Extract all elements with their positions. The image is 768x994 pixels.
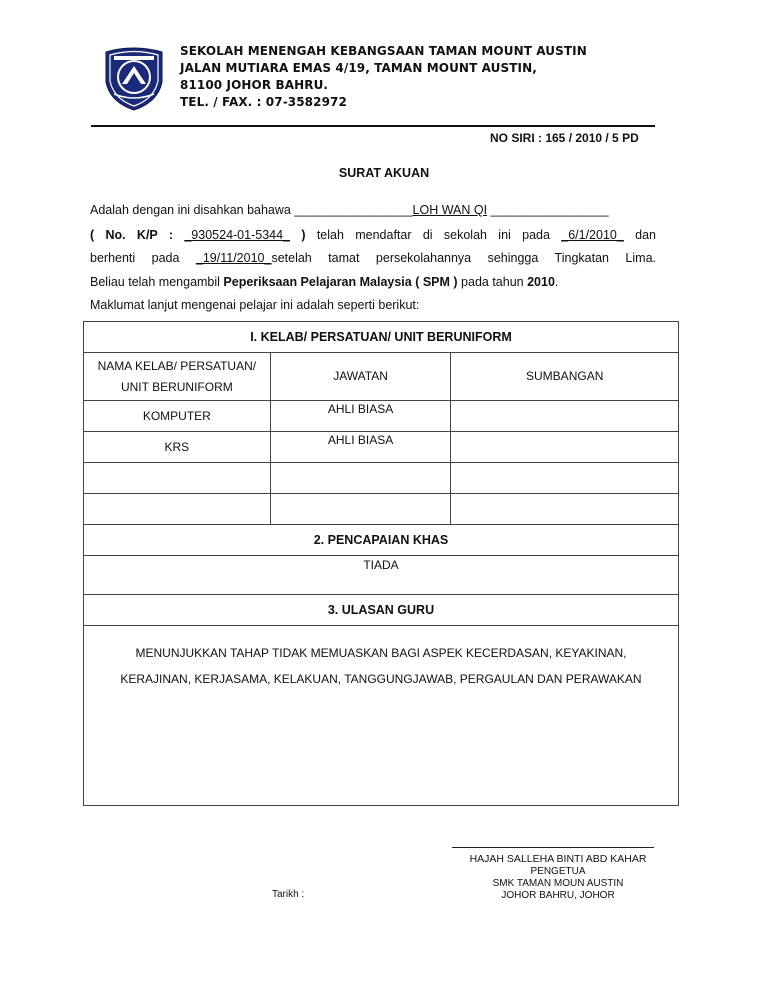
position-cell — [270, 463, 451, 494]
contribution-cell — [451, 494, 679, 525]
signature-line — [452, 847, 654, 848]
table-row — [84, 463, 679, 494]
principal-school: SMK TAMAN MOUN AUSTIN — [492, 878, 624, 889]
teacher-comment — [84, 626, 679, 806]
section-clubs-heading: I. KELAB/ PERSATUAN/ UNIT BERUNIFORM — [84, 322, 679, 353]
school-name: SEKOLAH MENENGAH KEBANGSAAN TAMAN MOUNT AUSTIN — [180, 44, 587, 58]
body-line5: Maklumat lanjut mengenai pelajar ini adalah seperti berikut: — [90, 298, 420, 312]
document-title: SURAT AKUAN — [338, 166, 430, 180]
contribution-cell — [451, 463, 679, 494]
header-divider — [91, 125, 655, 127]
club-cell — [84, 463, 271, 494]
principal-title: PENGETUA — [530, 866, 586, 877]
kp-value: _930524-01-5344_ — [184, 228, 291, 242]
name-blank-right: _________________ — [487, 203, 609, 217]
exam-name: Peperiksaan Pelajaran Malaysia ( SPM ) — [223, 275, 458, 289]
table-row — [84, 401, 679, 432]
school-crest-icon — [100, 44, 168, 112]
registered-text: telah mendaftar di sekolah ini pada — [305, 228, 562, 242]
school-address-line2: 81100 JOHOR BAHRU. — [180, 78, 329, 92]
and-text: dan — [623, 228, 656, 242]
body-line1 — [90, 203, 656, 217]
column-header-contribution: SUMBANGAN — [451, 353, 679, 401]
exam-prefix: Beliau telah mengambil — [90, 275, 224, 289]
school-phone: TEL. / FAX. : 07-3582972 — [180, 95, 347, 109]
stop-date: _19/11/2010_ — [195, 251, 272, 265]
table-row — [84, 494, 679, 525]
table-row — [84, 432, 679, 463]
body-line3 — [90, 251, 656, 265]
kp-close: ) — [290, 228, 306, 242]
exam-mid: pada tahun — [457, 275, 528, 289]
serial-number: NO SIRI : 165 / 2010 / 5 PD — [490, 131, 639, 145]
exam-end: . — [554, 275, 559, 289]
contribution-cell — [451, 401, 679, 432]
teacher-comment-line1: MENUNJUKKAN TAHAP TIDAK MEMUASKAN BAGI ASPEK KECERDASAN, KEYAKINAN, — [135, 646, 627, 660]
stopped-text: berhenti pada — [90, 251, 196, 265]
student-info-table — [83, 321, 679, 806]
after-text: setelah tamat persekolahannya sehingga Tingkatan Lima. — [271, 251, 656, 265]
date-label: Tarikh : — [272, 889, 305, 900]
line1-prefix: Adalah dengan ini disahkan bahawa — [90, 203, 295, 217]
register-date: _6/1/2010_ — [561, 228, 624, 242]
body-line2 — [90, 228, 656, 242]
name-blank-left: _________________ — [294, 203, 413, 217]
column-header-club-line1: NAMA KELAB/ PERSATUAN/ — [97, 358, 257, 373]
club-cell — [84, 494, 271, 525]
exam-year: 2010 — [527, 275, 555, 289]
column-header-club — [84, 353, 271, 401]
teacher-comment-line2: KERAJINAN, KERJASAMA, KELAKUAN, TANGGUNGJAWAB, PERGAULAN DAN PERAWAKAN — [120, 672, 642, 686]
position-cell — [270, 494, 451, 525]
principal-name: HAJAH SALLEHA BINTI ABD KAHAR — [469, 853, 647, 865]
position-cell: AHLI BIASA — [270, 432, 451, 463]
club-cell: KOMPUTER — [84, 401, 271, 432]
student-name: LOH WAN QI — [412, 203, 488, 217]
contribution-cell — [451, 432, 679, 463]
section-achievement-heading: 2. PENCAPAIAN KHAS — [84, 525, 679, 556]
body-line4 — [90, 275, 656, 289]
position-cell: AHLI BIASA — [270, 401, 451, 432]
school-address-line1: JALAN MUTIARA EMAS 4/19, TAMAN MOUNT AUSTIN, — [180, 61, 537, 75]
club-cell: KRS — [84, 432, 271, 463]
section-teacher-comment-heading: 3. ULASAN GURU — [84, 595, 679, 626]
column-header-position: JAWATAN — [270, 353, 451, 401]
principal-location: JOHOR BAHRU, JOHOR — [501, 890, 615, 901]
column-header-club-line2: UNIT BERUNIFORM — [120, 379, 233, 394]
kp-label: ( No. K/P : — [90, 228, 185, 242]
achievement-value: TIADA — [84, 556, 679, 595]
